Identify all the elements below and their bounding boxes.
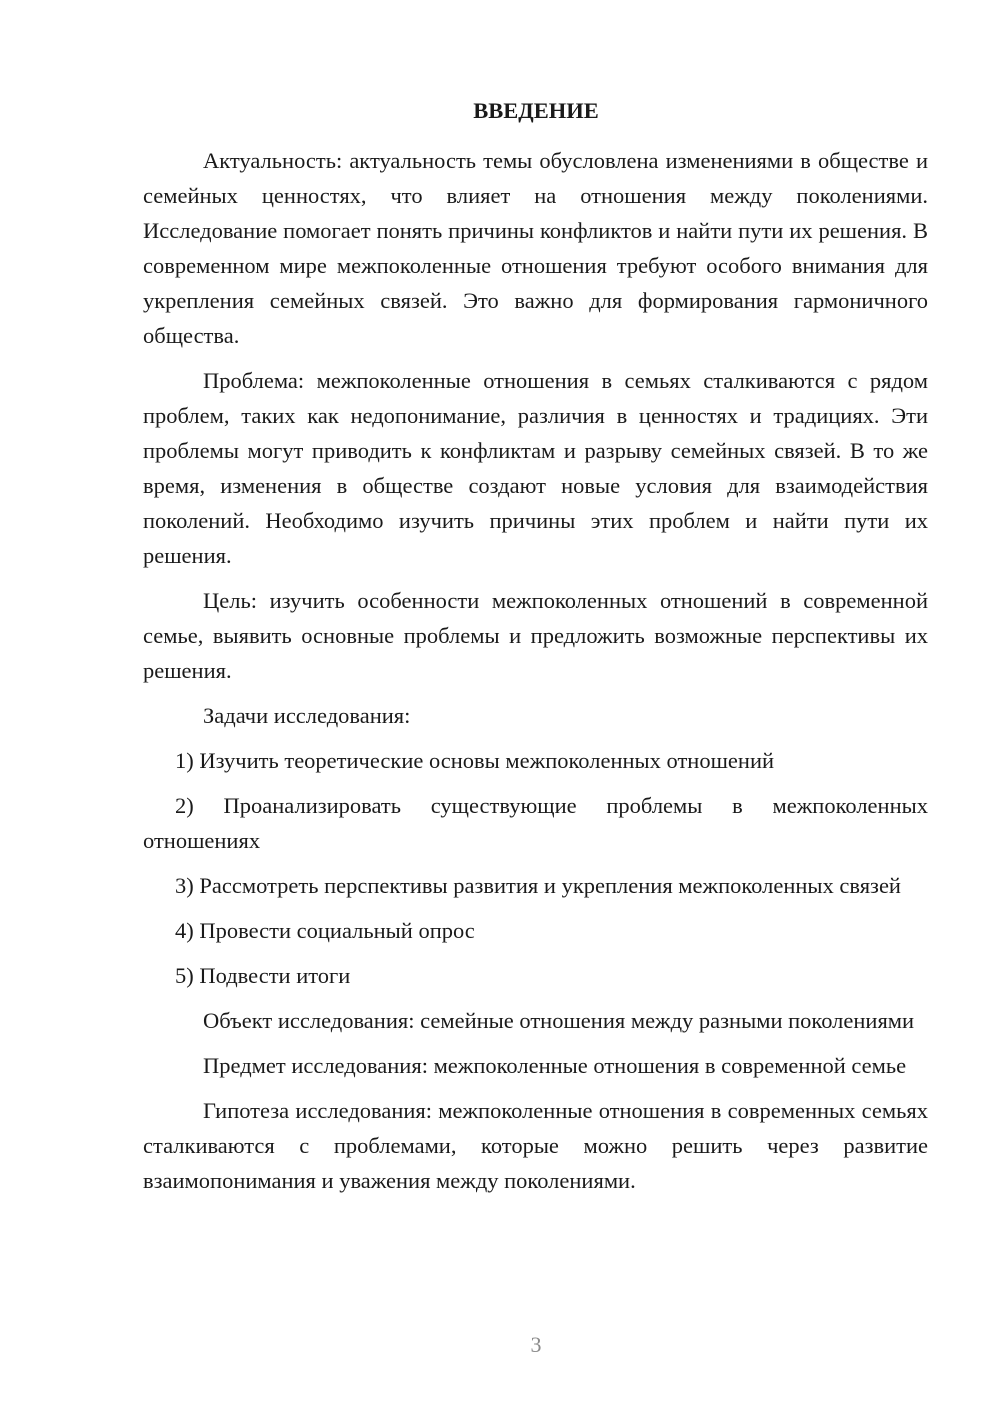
task-item: 2) Проанализировать существующие проблемы в межпоколенных отношениях — [143, 793, 928, 853]
hypothesis-paragraph: Гипотеза исследования: межпоколенные отношения в современных семьях сталкиваются с проблемами, которые можно решить через развитие взаимопонимания и уважения между поколениями. — [143, 1098, 928, 1193]
task-item: 1) Изучить теоретические основы межпоколенных отношений — [175, 748, 775, 773]
object-paragraph: Объект исследования: семейные отношения между разными поколениями — [203, 1008, 915, 1033]
body-text — [143, 143, 928, 1198]
task-item: 3) Рассмотреть перспективы развития и укрепления межпоколенных связей — [175, 873, 901, 898]
page-number: 3 — [530, 1332, 542, 1357]
goal-paragraph: Цель: изучить особенности межпоколенных отношений в современной семье, выявить основные проблемы и предложить возможные перспективы их решения. — [143, 588, 928, 683]
subject-paragraph: Предмет исследования: межпоколенные отношения в современной семье — [203, 1053, 907, 1078]
task-item: 4) Провести социальный опрос — [175, 918, 475, 943]
problem-paragraph: Проблема: межпоколенные отношения в семьях сталкиваются с рядом проблем, таких как недопонимание, различия в ценностях и традициях. Эти проблемы могут приводить к конфликтам и разрыву семейных связей. В то же время, изменения в обществе создают новые условия для взаимодействия поколений. Необходимо изучить причины этих проблем и найти пути их решения. — [143, 368, 928, 568]
task-item: 5) Подвести итоги — [175, 963, 351, 988]
section-title: ВВЕДЕНИЕ — [473, 98, 599, 123]
relevance-paragraph: Актуальность: актуальность темы обусловлена изменениями в обществе и семейных ценностях, что влияет на отношения между поколениями. Исследование помогает понять причины конфликтов и найти пути их решения. В современном мире межпоколенные отношения требуют особого внимания для укрепления семейных связей. Это важно для формирования гармоничного общества. — [143, 148, 928, 348]
tasks-heading: Задачи исследования: — [203, 703, 411, 728]
